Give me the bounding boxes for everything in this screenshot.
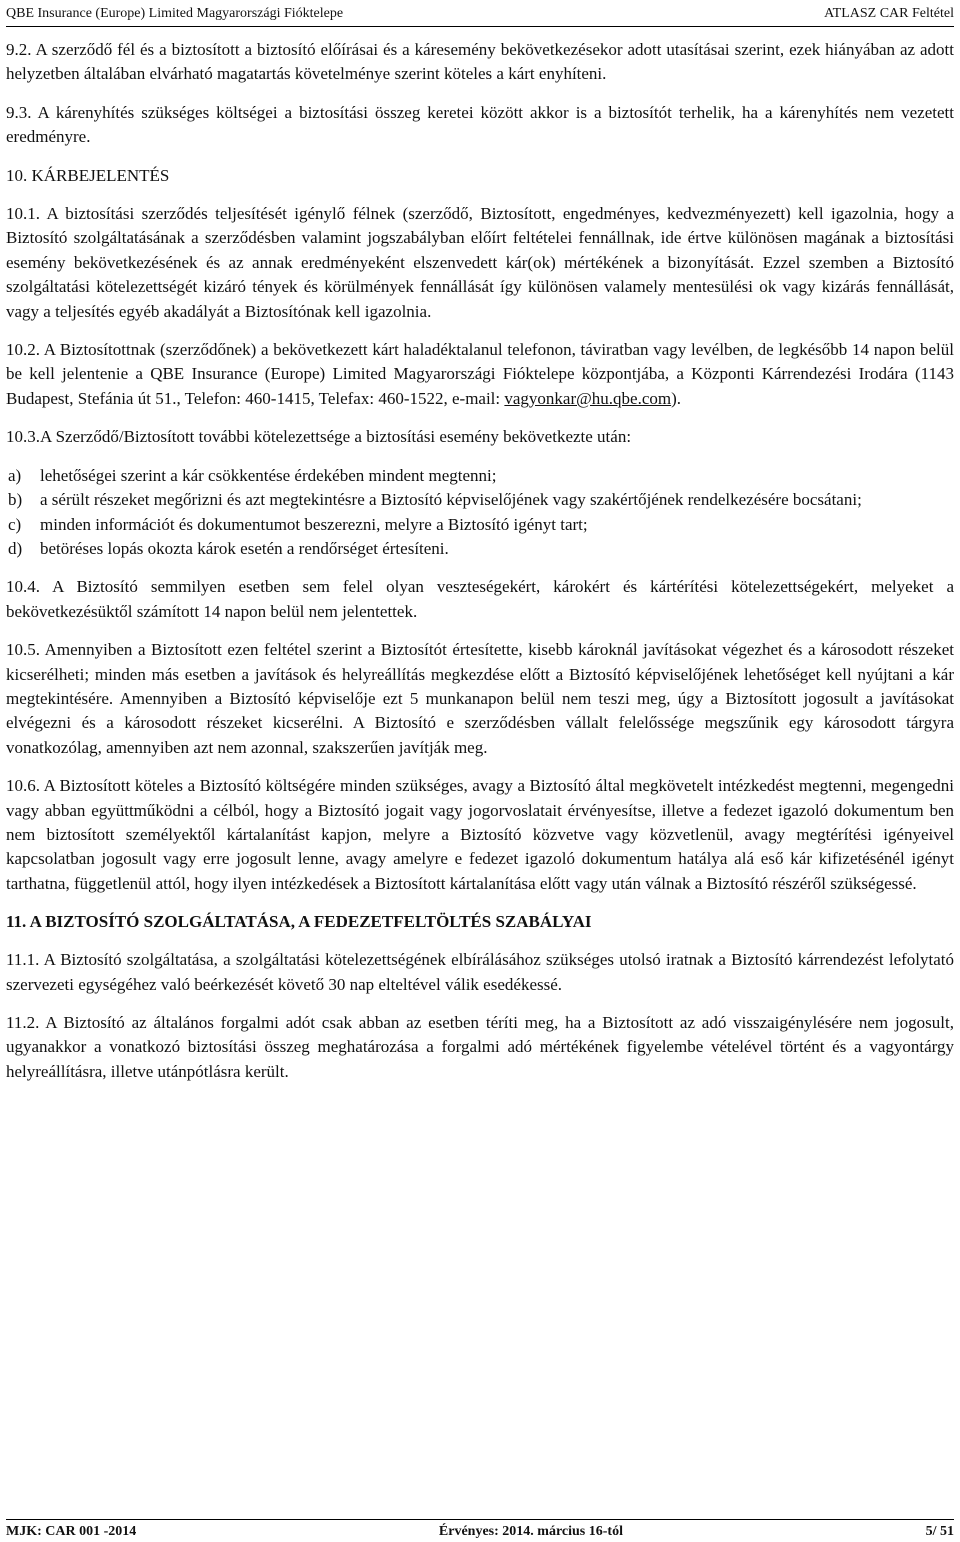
header-document-title: ATLASZ CAR Feltétel — [824, 6, 954, 21]
list-item — [6, 464, 954, 488]
list-text: lehetőségei szerint a kár csökkentése érdekében mindent megtenni; — [40, 465, 497, 485]
list-item — [6, 513, 954, 537]
footer-page-number: 5/ 51 — [925, 1524, 954, 1539]
paragraph-9-2: 9.2. A szerződő fél és a biztosított a biztosító előírásai és a káresemény bekövetkezésekor adott utasításai szerint, ezek hiányában az adott helyzetben általában elvárható magatartás követelménye szerint köteles a kárt enyhíteni. — [6, 40, 954, 84]
paragraph-10-2-end: ). — [671, 388, 682, 408]
list-marker: a) — [8, 465, 22, 485]
section-heading-11: 11. A BIZTOSÍTÓ SZOLGÁLTATÁSA, A FEDEZETFELTÖLTÉS SZABÁLYAI — [6, 912, 592, 932]
paragraph-10-2-text: 10.2. A Biztosítottnak (szerződőnek) a bekövetkezett kárt haladéktalanul telefonon, táviratban vagy levélben, de legkésőbb 14 napon belül be kell jelentenie a QBE Insurance (Europe) Limited Magyarországi Fióktelepe központjába, a Központi Kárrendezési Irodára (1143 Budapest, Stefánia út 51., Telefon: 460-1415, Telefax: 460-1522, e-mail: — [6, 340, 954, 408]
paragraph-10-1: 10.1. A biztosítási szerződés teljesítését igénylő félnek (szerződő, Biztosított, engedményes, kedvezményezett) kell igazolnia, hogy a Biztosító szolgáltatásának a szerződésben valamint jogszabályban előírt feltételei fennállnak, ide értve különösen magának a biztosítási esemény bekövetkezésének és az annak eredményeként elszenvedett kár(ok) mértékének a bizonyítását. Ezzel szemben a Biztosító szolgáltatási kötelezettségét kizáró tények és körülmények fennállását így különösen valamely mentesülési ok vagy kizárás fennállását, vagy a teljesítés egyéb akadályát a Biztosítónak kell igazolnia. — [6, 204, 954, 321]
list-item — [6, 488, 954, 512]
paragraph-10-4: 10.4. A Biztosító semmilyen esetben sem felel olyan veszteségekért, károkért és kártérítési kötelezettségekért, melyeket a bekövetkezésüktől számított 14 napon belül nem jelentettek. — [6, 577, 954, 621]
email-link[interactable]: vagyonkar@hu.qbe.com — [504, 388, 672, 408]
list-text: minden információt és dokumentumot beszerezni, melyre a Biztosító igényt tart; — [40, 514, 588, 534]
list-text: betöréses lopás okozta károk esetén a rendőrséget értesíteni. — [40, 538, 449, 558]
paragraph-11-2: 11.2. A Biztosító az általános forgalmi adót csak abban az esetben téríti meg, ha a Biztosított az adó visszaigénylésére nem jogosult, ugyanakkor a vonatkozó biztosítási összeg meghatározása a forgalmi adó mértékének figyelembe vételével történt és a vagyontárgy helyreállításra, illetve utánpótlásra került. — [6, 1013, 954, 1081]
header-company: QBE Insurance (Europe) Limited Magyarországi Fióktelepe — [6, 6, 344, 21]
paragraph-9-3: 9.3. A kárenyhítés szükséges költségei a biztosítási összeg keretei között akkor is a biztosítót terhelik, ha a kárenyhítés nem vezetett eredményre. — [6, 102, 954, 147]
footer-document-code: MJK: CAR 001 -2014 — [6, 1524, 137, 1539]
paragraph-10-2 — [6, 338, 954, 411]
paragraph-10-3: 10.3.A Szerződő/Biztosított további kötelezettsége a biztosítási esemény bekövetkezte után: — [6, 427, 632, 447]
obligations-list — [6, 464, 954, 562]
page-footer — [6, 1519, 954, 1540]
paragraph-10-6: 10.6. A Biztosított köteles a Biztosító költségére minden szükséges, avagy a Biztosító által megkövetelt intézkedést megtenni, megengedni vagy abban együttműködni a célból, hogy a Biztosító jogait vagy jogorvoslatait érvényesítse, illetve a fedezet igazoló dokumentum ben nem biztosított személyektől kártalanítást kapjon, melyre a Biztosító közvetve vagy közvetlenül, avagy megtérítési igényeivel kapcsolatban jogosult vagy erre jogosult lenne, avagy amelyre e fedezet igazoló dokumentum hatálya alá eső kár kifizetésénél igényt tarthatna, függetlenül attól, hogy ilyen intézkedések a Biztosított kártalanítása előtt vagy után válnak a Biztosító részéről szükségessé. — [6, 776, 954, 893]
list-marker: d) — [8, 538, 23, 558]
list-marker: c) — [8, 514, 22, 534]
list-text: a sérült részeket megőrizni és azt megtekintésre a Biztosító képviselőjének vagy szakértőjének rendelkezésére bocsátani; — [40, 490, 862, 510]
page-header — [6, 0, 954, 27]
section-heading-10: 10. KÁRBEJELENTÉS — [6, 165, 170, 185]
paragraph-11-1: 11.1. A Biztosító szolgáltatása, a szolgáltatási kötelezettségének elbírálásához szükséges utolsó iratnak a Biztosító kárrendezést lefolytató szervezeti egységéhez való beérkezését követő 30 nap elteltével válik esedékessé. — [6, 950, 954, 994]
paragraph-10-5: 10.5. Amennyiben a Biztosított ezen feltétel szerint a Biztosítót értesítette, kisebb károknál javításokat végezhet és a károsodott részeket kicserélheti; minden más esetben a javítások és helyreállítás megkezdése előtt a Biztosító képviselőjének lehetőséget kell nyújtani a kár megtekintésére. Amennyiben a Biztosító képviselője ezt 5 munkanapon belül nem teszi meg, úgy a Biztosított jogosult a javításokat elvégezni és a károsodott részeket kicserélni. A Biztosító e szerződésben vállalt felelőssége megszűnik egy károsodott tárgyra vonatkozólag, amennyiben azt nem azonnal, szakszerűen javítják meg. — [6, 640, 954, 757]
footer-validity: Érvényes: 2014. március 16-tól — [438, 1524, 623, 1539]
list-item — [6, 537, 954, 561]
document-body — [6, 38, 954, 1098]
list-marker: b) — [8, 490, 23, 510]
